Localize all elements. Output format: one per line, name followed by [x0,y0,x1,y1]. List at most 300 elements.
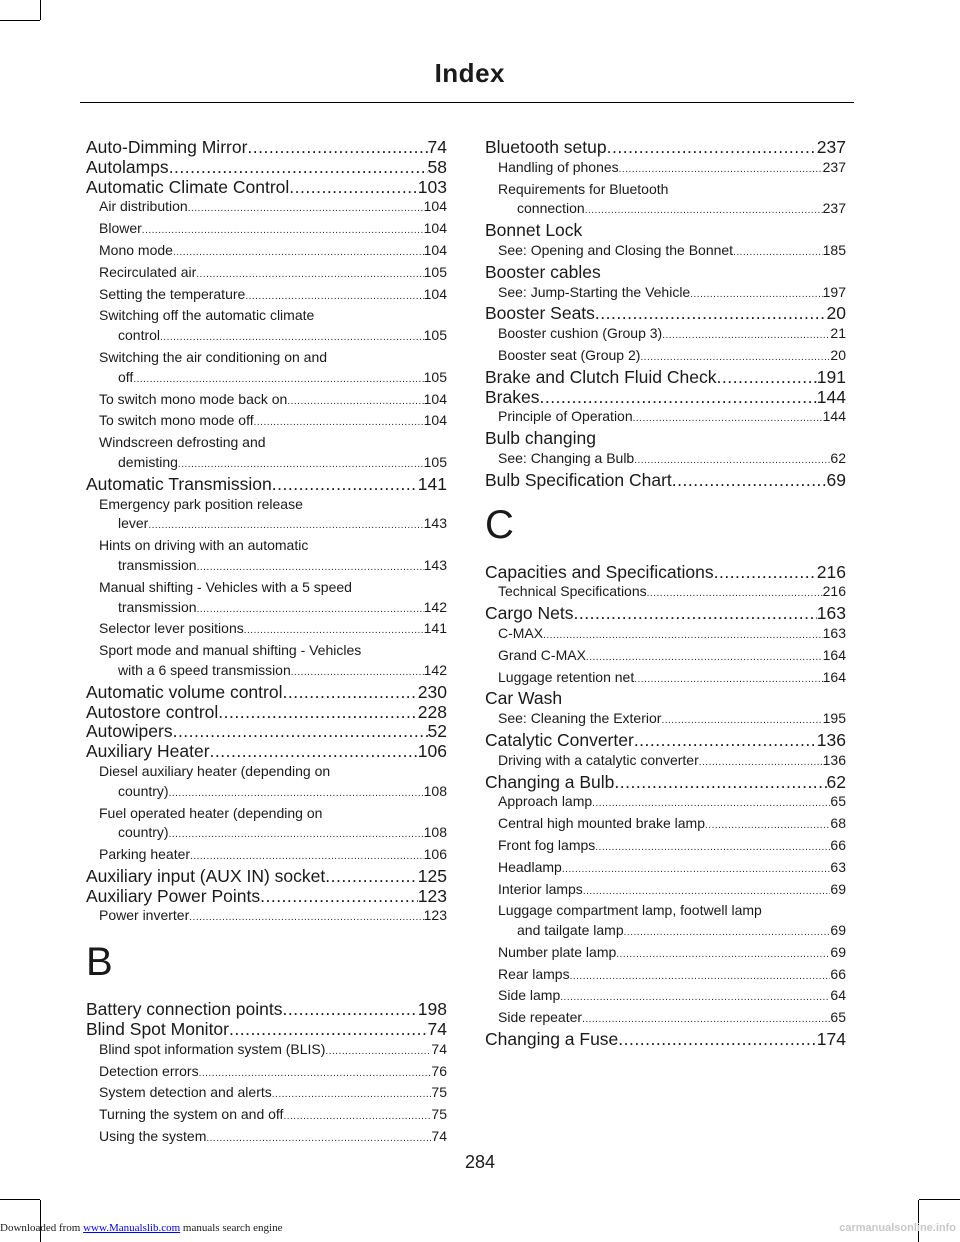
index-subentry [485,792,846,814]
entry-text: Detection errors [99,1062,199,1079]
index-entry [86,475,447,495]
dot-leader [188,197,424,219]
index-subentry-line: Diesel auxiliary heater (depending on [99,762,331,779]
entry-text: Autostore control [86,702,219,722]
entry-page-number: 66 [830,836,846,853]
dot-leader [633,407,823,429]
dot-leader [218,703,418,723]
entry-page-number: 64 [830,987,846,1004]
entry-text: Side repeater [498,1009,583,1026]
index-subentry [86,219,447,241]
index-entry-heading [485,689,846,709]
index-column-right [485,138,846,1050]
entry-text: See: Changing a Bulb [498,449,635,466]
index-subentry [86,514,447,536]
entry-text: Auxiliary Power Points [86,886,261,906]
dot-leader [169,158,428,178]
dot-leader [560,986,830,1008]
index-subentry [485,709,846,731]
entry-text: Autolamps [86,157,169,177]
index-entry [485,773,846,793]
entry-text: Auxiliary input (AUX IN) socket [86,866,326,886]
entry-page-number: 174 [816,1030,846,1050]
entry-page-number: 106 [417,742,447,762]
index-entry [86,178,447,198]
index-entry [485,138,846,158]
entry-text: Technical Specifications [498,583,647,600]
entry-text: transmission [118,556,197,573]
entry-page-number: 136 [816,730,846,750]
entry-page-number: 197 [822,283,846,300]
footer-link[interactable]: www.Manualslib.com [83,1222,181,1234]
crop-mark-bottom-left-h [0,1199,40,1200]
entry-text: Brake and Clutch Fluid Check [485,367,717,387]
entry-text: Bonnet Lock [485,221,583,241]
entry-page-number: 216 [822,583,846,600]
entry-page-number: 163 [816,604,846,624]
index-subentry [86,390,447,412]
section-letter: C [485,502,514,547]
index-subentry [86,285,447,307]
entry-text: Handling of phones [498,158,619,175]
index-subentry [86,845,447,867]
entry-text: Auto-Dimming Mirror [86,138,248,157]
entry-page-number: 105 [423,453,447,470]
entry-text: Changing a Bulb [485,772,615,792]
index-subentry [485,324,846,346]
dot-leader [717,368,817,388]
index-subentry [86,1040,447,1062]
index-entry [485,388,846,408]
entry-text: Number plate lamp [498,943,617,960]
entry-text: Auxiliary Heater [86,742,210,762]
page-number: 284 [464,1152,496,1172]
index-subentry [485,751,846,773]
entry-text: Bulb Specification Chart [485,470,672,490]
crop-mark-bottom-right-v [918,1200,919,1242]
index-subentry [485,921,846,943]
dot-leader [634,668,822,690]
index-subentry-line: Fuel operated heater (depending on [99,804,323,821]
entry-text: Mono mode [99,241,173,258]
index-subentry [86,1105,447,1127]
entry-text: Car Wash [485,689,563,709]
crop-mark-bottom-right-h [919,1199,960,1200]
entry-text: Approach lamp [498,793,593,810]
dot-leader [661,709,822,731]
entry-page-number: 68 [830,815,846,832]
entry-text: Central high mounted brake lamp [498,815,706,832]
entry-page-number: 69 [826,470,846,490]
index-entry [86,158,447,178]
dot-leader [574,604,817,624]
index-subentry [485,624,846,646]
index-subentry [485,199,846,221]
index-entry [485,563,846,583]
entry-page-number: 20 [830,346,846,363]
entry-page-number: 103 [417,177,447,197]
entry-page-number: 74 [427,1020,447,1040]
dot-leader [634,449,830,471]
index-subentry [86,1127,447,1149]
entry-page-number: 136 [822,751,846,768]
index-subentry-line: Manual shifting - Vehicles with a 5 speed [99,578,352,595]
entry-text: To switch mono mode back on [99,390,288,407]
entry-page-number: 62 [830,449,846,466]
index-subentry [86,556,447,578]
crop-mark-top-left-h [0,20,40,21]
entry-text: Selector lever positions [99,620,244,637]
entry-page-number: 164 [822,668,846,685]
index-subentry [86,326,447,348]
entry-text: control [118,327,161,344]
entry-page-number: 74 [427,138,447,157]
entry-page-number: 142 [423,598,447,615]
dot-leader [543,624,823,646]
dot-leader [624,921,831,943]
entry-page-number: 143 [423,556,447,573]
watermark: carmanualsonline.info [839,1222,956,1234]
entry-page-number: 142 [423,661,447,678]
header-rule [80,102,854,103]
entry-page-number: 104 [423,220,447,237]
entry-page-number: 237 [822,200,846,217]
dot-leader [640,346,830,368]
index-entry [86,703,447,723]
index-subentry [485,449,846,471]
index-subentry [485,241,846,263]
index-entry [86,138,447,158]
entry-text: Booster cushion (Group 3) [498,325,663,342]
index-entry [86,1020,447,1040]
entry-text: Rear lamps [498,965,570,982]
index-subentry [86,598,447,620]
dot-leader [619,158,823,180]
entry-page-number: 237 [816,138,846,157]
entry-page-number: 105 [423,327,447,344]
dot-leader [586,646,823,668]
dot-leader [283,1105,431,1127]
entry-text: Blind Spot Monitor [86,1020,229,1040]
entry-page-number: 163 [822,624,846,641]
index-subentry [86,906,447,928]
entry-page-number: 62 [826,772,846,792]
dot-leader [539,388,816,408]
index-subentry [485,407,846,429]
entry-text: transmission [118,598,197,615]
entry-text: Booster cables [485,262,601,282]
entry-page-number: 69 [830,943,846,960]
crop-mark-bottom-left-v [40,1200,41,1242]
dot-leader [189,906,423,928]
index-subentry [485,668,846,690]
dot-leader [169,782,424,804]
index-subentry [86,823,447,845]
entry-text: Battery connection points [86,1000,283,1020]
dot-leader [291,661,424,683]
section-letter: B [86,940,113,985]
entry-page-number: 228 [417,702,447,722]
dot-leader [672,471,827,491]
entry-page-number: 74 [431,1040,447,1057]
dot-leader [169,823,424,845]
dot-leader [196,263,423,285]
entry-text: Autowipers [86,722,173,742]
dot-leader [197,556,424,578]
index-subentry-line: Switching off the automatic climate [99,307,315,324]
dot-leader [229,1020,428,1040]
entry-page-number: 104 [423,198,447,215]
dot-leader [634,731,817,751]
entry-page-number: 185 [822,241,846,258]
index-entry-heading [485,263,846,283]
entry-text: Cargo Nets [485,604,574,624]
entry-text: off [118,368,134,385]
entry-text: Principle of Operation [498,408,633,425]
entry-page-number: 125 [417,866,447,886]
dot-leader [595,836,830,858]
entry-page-number: 75 [431,1106,447,1123]
entry-text: country) [118,782,169,799]
entry-page-number: 65 [830,793,846,810]
entry-page-number: 76 [431,1062,447,1079]
entry-text: See: Opening and Closing the Bonnet [498,241,734,258]
entry-page-number: 143 [423,515,447,532]
index-subentry [86,241,447,263]
index-entry [86,867,447,887]
dot-leader [325,1040,431,1062]
entry-page-number: 104 [423,390,447,407]
dot-leader [699,751,823,773]
index-subentry [86,263,447,285]
entry-text: Brakes [485,387,540,407]
entry-text: Turning the system on and off [99,1106,284,1123]
index-subentry [86,197,447,219]
index-entry [485,604,846,624]
entry-text: Recirculated air [99,263,197,280]
index-subentry [485,814,846,836]
index-subentry-line: Windscreen defrosting and [99,434,266,451]
entry-text: To switch mono mode off [99,412,254,429]
entry-text: Bluetooth setup [485,138,607,157]
dot-leader [690,283,822,305]
dot-leader [607,138,817,158]
dot-leader [199,1062,432,1084]
dot-leader [247,138,427,158]
dot-leader [733,241,823,263]
entry-text: with a 6 speed transmission [118,661,291,678]
entry-page-number: 105 [423,263,447,280]
index-subentry [86,368,447,390]
index-subentry [86,453,447,475]
dot-leader [190,845,424,867]
entry-text: Changing a Fuse [485,1030,619,1050]
entry-page-number: 66 [830,965,846,982]
entry-text: Blower [99,220,142,237]
dot-leader [160,326,424,348]
index-entry [485,304,846,324]
entry-text: See: Jump-Starting the Vehicle [498,283,691,300]
entry-page-number: 144 [822,408,846,425]
index-subentry [86,661,447,683]
dot-leader [662,324,830,346]
index-subentry [485,836,846,858]
index-entry-heading [485,221,846,241]
entry-page-number: 104 [423,412,447,429]
dot-leader [325,867,418,887]
entry-text: Booster seat (Group 2) [498,346,641,363]
entry-text: Side lamp [498,987,561,1004]
index-subentry-line: Switching the air conditioning on and [99,348,328,365]
entry-page-number: 69 [830,880,846,897]
entry-text: Front fog lamps [498,836,596,853]
footer-prefix: Downloaded from [0,1222,84,1234]
dot-leader [178,453,424,475]
entry-page-number: 123 [417,886,447,906]
entry-page-number: 104 [423,241,447,258]
index-subentry [485,582,846,604]
index-subentry-line: Requirements for Bluetooth [498,180,669,197]
index-entry [86,722,447,742]
entry-page-number: 63 [830,858,846,875]
index-subentry-line: Luggage compartment lamp, footwell lamp [498,902,762,919]
dot-leader [282,683,417,703]
index-subentry [485,965,846,987]
entry-text: See: Cleaning the Exterior [498,710,662,727]
dot-leader [595,304,827,324]
entry-text: demisting [118,453,178,470]
entry-page-number: 144 [816,387,846,407]
entry-page-number: 237 [822,158,846,175]
index-entry [485,731,846,751]
index-subentry [485,986,846,1008]
entry-text: Interior lamps [498,880,583,897]
entry-text: Capacities and Specifications [485,562,714,582]
index-entry [86,683,447,703]
dot-leader [616,943,830,965]
dot-leader [614,773,826,793]
download-footer [0,1222,282,1234]
dot-leader [618,1030,817,1050]
entry-text: Grand C-MAX [498,646,586,663]
index-entry [86,742,447,762]
entry-text: C-MAX [498,624,544,641]
entry-page-number: 106 [423,846,447,863]
index-subentry [86,411,447,433]
entry-page-number: 141 [417,474,447,494]
index-entry [86,1000,447,1020]
entry-text: Power inverter [99,907,190,924]
entry-page-number: 191 [816,367,846,387]
dot-leader [714,563,817,583]
entry-page-number: 75 [431,1084,447,1101]
entry-text: Headlamp [498,858,562,875]
entry-text: country) [118,824,169,841]
entry-text: Automatic Transmission [86,474,272,494]
entry-text: lever [118,515,149,532]
entry-page-number: 104 [423,285,447,302]
dot-leader [148,514,423,536]
entry-text: Driving with a catalytic converter [498,751,699,768]
index-subentry-line: Emergency park position release [99,495,303,512]
dot-leader [210,742,418,762]
entry-page-number: 195 [822,710,846,727]
entry-text: and tailgate lamp [517,922,624,939]
entry-page-number: 198 [417,1000,447,1020]
entry-text: Luggage retention net [498,668,635,685]
entry-page-number: 21 [830,325,846,342]
index-entry [86,887,447,907]
index-subentry [485,158,846,180]
index-subentry [86,1062,447,1084]
dot-leader [272,475,418,495]
index-subentry [86,1083,447,1105]
entry-page-number: 20 [826,304,846,324]
dot-leader [583,880,831,902]
dot-leader [244,619,424,641]
entry-page-number: 108 [423,782,447,799]
crop-mark-top-left-v [40,0,41,20]
entry-page-number: 141 [423,620,447,637]
entry-text: Parking heater [99,846,191,863]
dot-leader [592,792,830,814]
entry-text: Blind spot information system (BLIS) [99,1040,326,1057]
index-subentry [86,619,447,641]
dot-leader [283,1000,418,1020]
index-subentry [485,943,846,965]
dot-leader [570,965,831,987]
entry-text: Bulb changing [485,429,596,449]
entry-page-number: 105 [423,368,447,385]
entry-page-number: 52 [427,722,447,742]
index-subentry [485,1008,846,1030]
index-column-left [86,138,447,1149]
entry-page-number: 123 [423,907,447,924]
dot-leader [647,582,823,604]
dot-leader [289,178,418,198]
index-subentry [485,880,846,902]
dot-leader [173,722,428,742]
index-subentry [86,782,447,804]
dot-leader [206,1127,431,1149]
dot-leader [705,814,830,836]
dot-leader [133,368,423,390]
index-subentry [485,283,846,305]
index-subentry [485,346,846,368]
dot-leader [245,285,423,307]
entry-text: connection [517,200,585,217]
index-entry [485,368,846,388]
entry-text: Booster Seats [485,304,595,324]
entry-text: Air distribution [99,198,188,215]
index-entry-heading [485,429,846,449]
entry-page-number: 58 [427,157,447,177]
entry-text: Automatic volume control [86,682,283,702]
dot-leader [173,241,424,263]
entry-page-number: 108 [423,824,447,841]
dot-leader [585,199,823,221]
entry-page-number: 164 [822,646,846,663]
dot-leader [582,1008,830,1030]
dot-leader [142,219,424,241]
entry-page-number: 230 [417,682,447,702]
index-subentry [485,858,846,880]
dot-leader [287,390,423,412]
entry-text: Catalytic Converter [485,730,634,750]
entry-page-number: 74 [431,1128,447,1145]
index-subentry-line: Hints on driving with an automatic [99,537,309,554]
index-subentry [485,646,846,668]
